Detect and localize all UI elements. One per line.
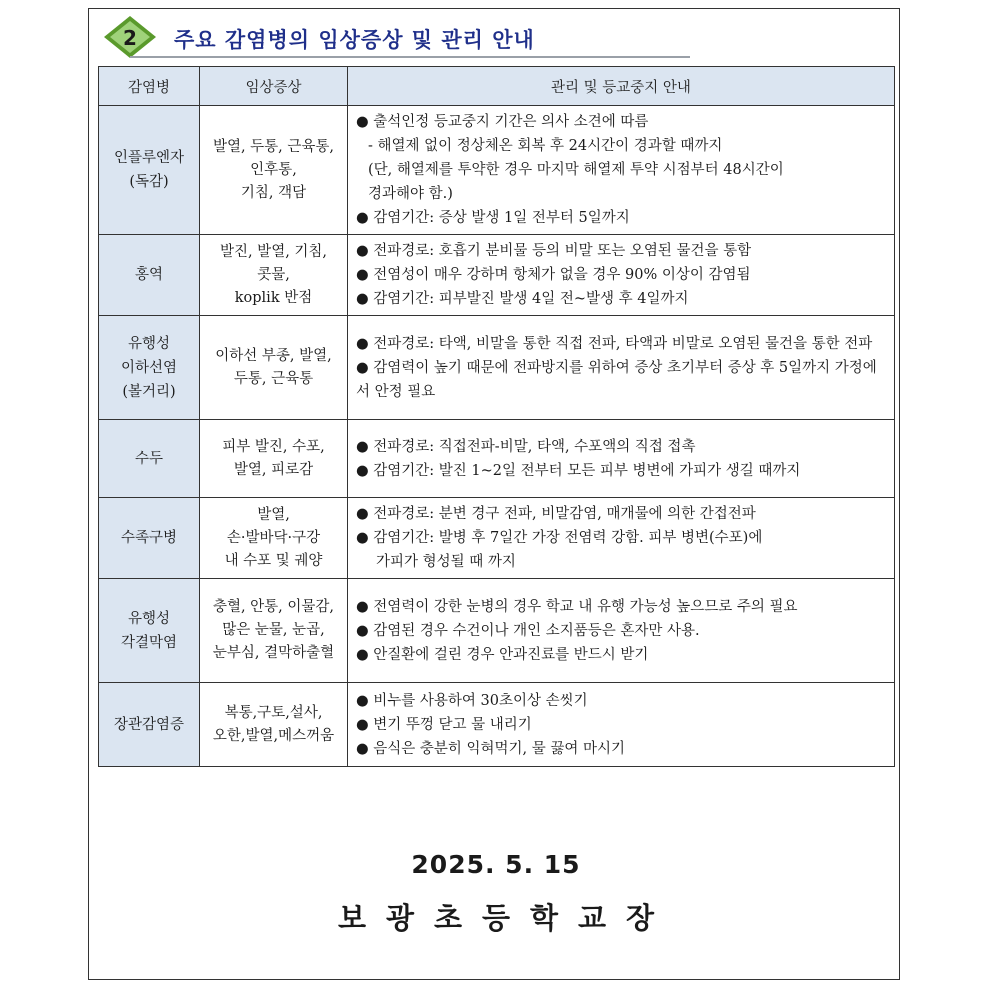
management-cell: ● 전파경로: 직접전파-비말, 타액, 수포액의 직접 접촉 ● 감염기간: 발진 1~2일 전부터 모든 피부 병변에 가피가 생길 때까지 [348, 420, 895, 498]
management-cell: ● 비누를 사용하여 30초이상 손씻기 ● 변기 뚜껑 닫고 물 내리기 ● 음식은 충분히 익혀먹기, 물 끓여 마시기 [348, 683, 895, 767]
table-header-row [99, 67, 895, 106]
section-number: 2 [123, 26, 137, 50]
header-disease: 감염병 [99, 67, 200, 106]
table-row [99, 235, 895, 316]
section-header [100, 14, 700, 60]
disease-name: 유행성 이하선염 (볼거리) [99, 316, 200, 420]
symptoms-cell: 발진, 발열, 기침, 콧물, koplik 반점 [200, 235, 348, 316]
disease-name: 인플루엔자 (독감) [99, 106, 200, 235]
disease-name: 장관감염증 [99, 683, 200, 767]
symptoms-cell: 발열, 두통, 근육통, 인후통, 기침, 객담 [200, 106, 348, 235]
management-cell: ● 출석인정 등교중지 기간은 의사 소견에 따름 - 해열제 없이 정상체온 회복 후 24시간이 경과할 때까지 (단, 해열제를 투약한 경우 마지막 해열제 투약 시점부터 48시간이 경과해야 함.) ● 감염기간: 증상 발생 1일 전부터 5일까지 [348, 106, 895, 235]
title-underline [130, 56, 690, 58]
section-title: 주요 감염병의 임상증상 및 관리 안내 [174, 27, 535, 52]
table-row [99, 420, 895, 498]
management-cell: ● 전파경로: 타액, 비말을 통한 직접 전파, 타액과 비말로 오염된 물건을 통한 전파 ● 감염력이 높기 때문에 전파방지를 위하여 증상 초기부터 증상 후 5일까지 가정에서 안정 필요 [348, 316, 895, 420]
management-cell: ● 전파경로: 분변 경구 전파, 비말감염, 매개물에 의한 간접전파 ● 감염기간: 발병 후 7일간 가장 전염력 강함. 피부 병변(수포)에 가피가 형성될 때 까지 [348, 498, 895, 579]
symptoms-cell: 피부 발진, 수포, 발열, 피로감 [200, 420, 348, 498]
school-principal: 보광초등학교장 [337, 901, 675, 935]
disease-name: 수두 [99, 420, 200, 498]
symptoms-cell: 발열, 손·발바닥·구강 내 수포 및 궤양 [200, 498, 348, 579]
table-row [99, 498, 895, 579]
management-cell: ● 전염력이 강한 눈병의 경우 학교 내 유행 가능성 높으므로 주의 필요 ● 감염된 경우 수건이나 개인 소지품등은 혼자만 사용. ● 안질환에 걸린 경우 안과진료를 반드시 받기 [348, 579, 895, 683]
header-symptoms: 임상증상 [200, 67, 348, 106]
table-row [99, 579, 895, 683]
disease-name: 유행성 각결막염 [99, 579, 200, 683]
header-management: 관리 및 등교중지 안내 [348, 67, 895, 106]
issue-date: 2025. 5. 15 [411, 850, 581, 879]
symptoms-cell: 충혈, 안통, 이물감, 많은 눈물, 눈곱, 눈부심, 결막하출혈 [200, 579, 348, 683]
disease-name: 홍역 [99, 235, 200, 316]
table-row [99, 683, 895, 767]
symptoms-cell: 복통,구토,설사, 오한,발열,메스꺼움 [200, 683, 348, 767]
symptoms-cell: 이하선 부종, 발열, 두통, 근육통 [200, 316, 348, 420]
table-row [99, 316, 895, 420]
disease-info-table [98, 66, 895, 767]
table-row [99, 106, 895, 235]
management-cell: ● 전파경로: 호흡기 분비물 등의 비말 또는 오염된 물건을 통함 ● 전염성이 매우 강하며 항체가 없을 경우 90% 이상이 감염됨 ● 감염기간: 피부발진 발생 4일 전~발생 후 4일까지 [348, 235, 895, 316]
section-number-badge [100, 14, 160, 60]
disease-name: 수족구병 [99, 498, 200, 579]
